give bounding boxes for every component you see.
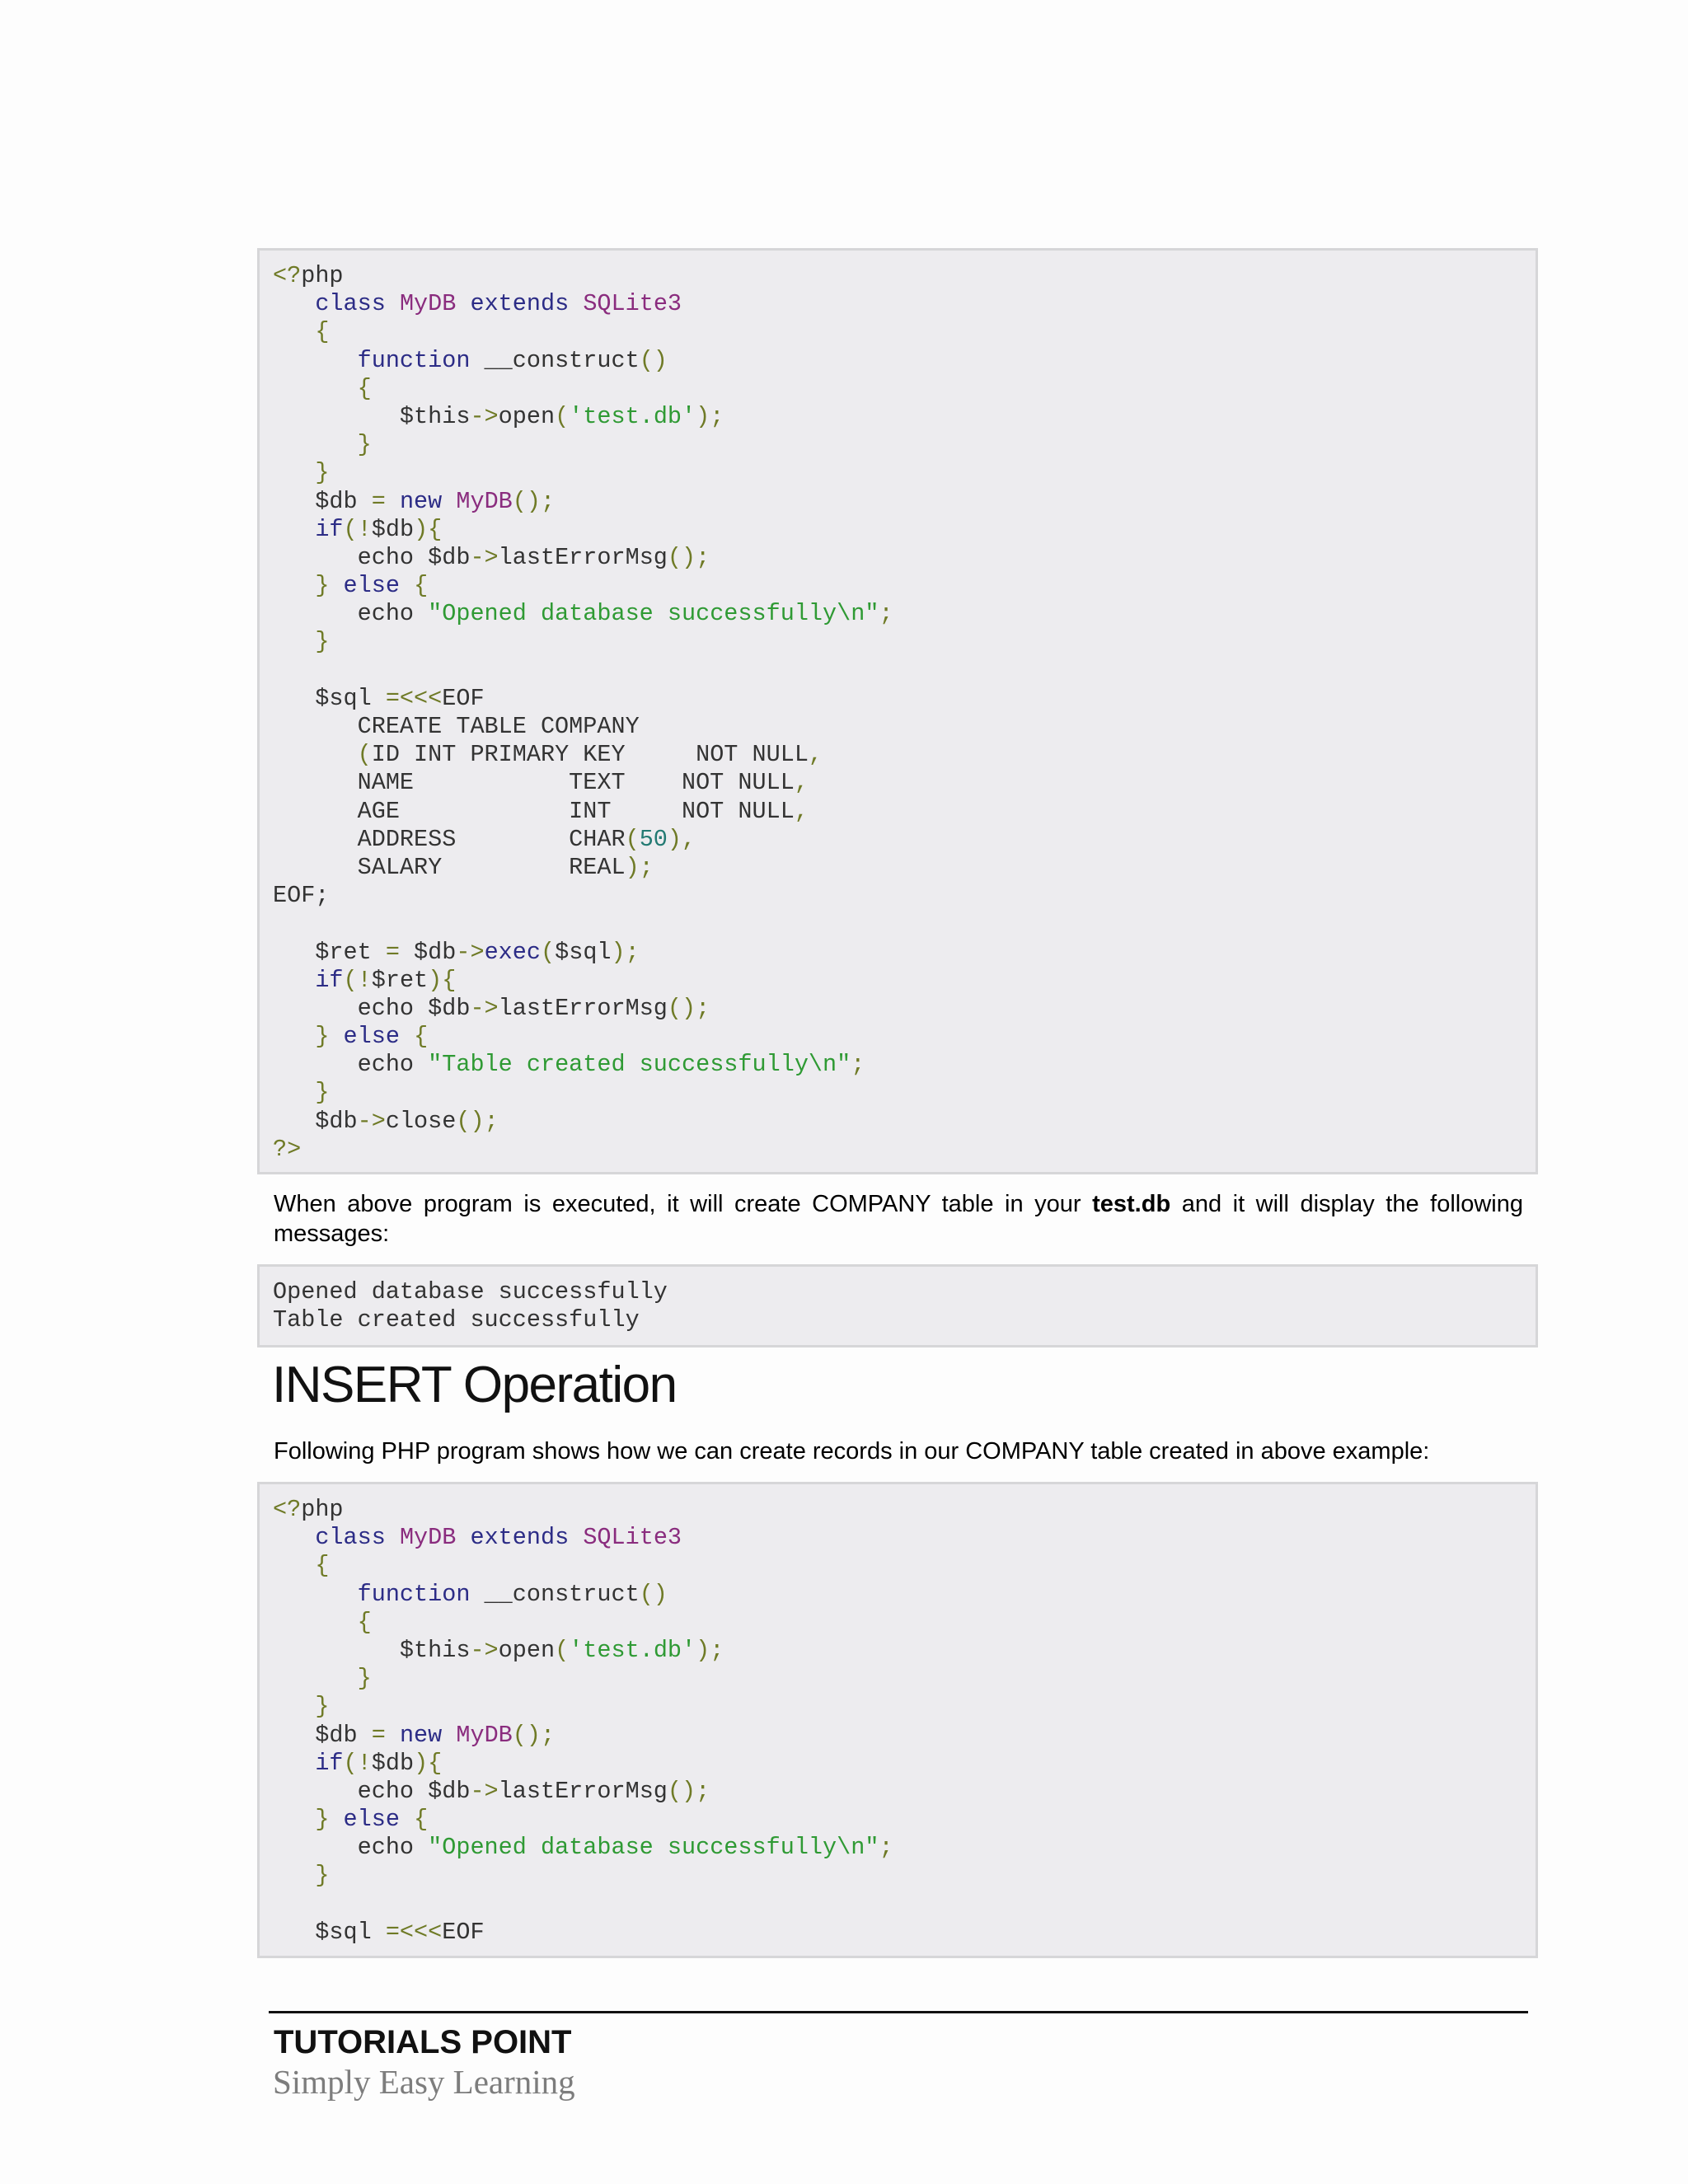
code-token: else	[343, 572, 400, 600]
code-token: lastErrorMsg	[498, 543, 668, 571]
code-token: close	[385, 1107, 457, 1135]
code-token: EOF	[442, 684, 485, 712]
code-line	[273, 516, 1536, 544]
code-token	[400, 572, 414, 599]
code-token: SQLite3	[583, 290, 682, 318]
code-token: ,	[794, 797, 809, 825]
code-block-insert	[257, 1482, 1538, 1958]
code-token	[273, 741, 358, 768]
code-token: open	[498, 1636, 556, 1664]
code-token: MyDB	[399, 1524, 457, 1552]
code-token: (	[555, 402, 570, 430]
paragraph-insert-intro: Following PHP program shows how we can create records in our COMPANY table created in above example:	[274, 1438, 1430, 1465]
code-line	[273, 1750, 1536, 1778]
code-token	[386, 1722, 400, 1749]
code-token: }	[315, 572, 330, 600]
code-token	[329, 572, 343, 599]
code-token: }	[315, 1806, 330, 1834]
code-token	[273, 1552, 315, 1579]
code-token: echo $db	[273, 543, 471, 571]
code-token: ){	[414, 1749, 443, 1777]
code-line	[273, 1136, 1536, 1164]
code-token: {	[414, 1806, 429, 1834]
code-token: =	[385, 938, 400, 966]
code-token: EOF;	[273, 882, 330, 910]
output-block	[257, 1264, 1538, 1347]
code-token: ();	[667, 994, 710, 1022]
code-token: "Table created successfully\n"	[428, 1051, 851, 1079]
code-token: (	[357, 741, 372, 769]
code-token: lastErrorMsg	[498, 1777, 668, 1805]
code-token: $db	[371, 515, 415, 543]
code-line	[273, 488, 1536, 516]
code-line	[273, 600, 1536, 628]
code-token	[273, 1862, 315, 1889]
footer-divider	[269, 2011, 1528, 2013]
code-line	[273, 262, 1536, 290]
code-line	[273, 1693, 1536, 1721]
code-line	[273, 713, 1536, 741]
code-token: $db	[273, 1107, 358, 1135]
code-token	[273, 1079, 315, 1106]
code-token	[569, 290, 583, 317]
code-token: $this	[273, 402, 471, 430]
code-token: $sql	[555, 938, 612, 966]
code-token	[273, 1750, 315, 1777]
code-token: ;	[851, 1051, 865, 1079]
code-token: ADDRESS CHAR	[273, 825, 626, 853]
code-token: 'test.db'	[569, 402, 696, 430]
code-line	[273, 1524, 1536, 1552]
code-token: }	[315, 628, 330, 656]
code-token	[400, 1023, 414, 1050]
code-token	[569, 1524, 583, 1551]
code-line	[273, 1862, 1536, 1890]
code-line	[273, 572, 1536, 600]
code-token: if	[315, 1749, 344, 1777]
code-token: ->	[470, 543, 499, 571]
code-line	[273, 1023, 1536, 1051]
code-token: echo	[273, 1834, 429, 1862]
code-token: <?	[273, 262, 302, 289]
code-token: ();	[667, 1777, 710, 1805]
code-line	[273, 1722, 1536, 1750]
code-token: 'test.db'	[569, 1636, 696, 1664]
code-token: );	[696, 1636, 724, 1664]
code-token: =	[371, 1721, 386, 1749]
code-block-create-table	[257, 248, 1538, 1174]
code-token: ){	[414, 515, 443, 543]
code-line	[273, 403, 1536, 431]
code-token	[273, 431, 358, 458]
code-token	[273, 1806, 315, 1833]
code-token: MyDB	[456, 487, 513, 515]
code-line	[273, 1806, 1536, 1834]
code-line	[273, 290, 1536, 318]
code-line	[273, 995, 1536, 1023]
code-token	[442, 1722, 456, 1749]
code-line	[273, 347, 1536, 375]
code-token: ?>	[273, 1135, 302, 1163]
code-token: $ret	[371, 966, 429, 994]
code-line	[273, 1108, 1536, 1136]
code-token	[273, 459, 315, 486]
code-token	[273, 1581, 358, 1608]
code-token: (	[541, 938, 556, 966]
code-token: (!	[343, 515, 372, 543]
code-line	[273, 1834, 1536, 1862]
code-token: extends	[470, 1524, 570, 1552]
code-token: ();	[456, 1107, 499, 1135]
code-token: lastErrorMsg	[498, 994, 668, 1022]
code-token: }	[357, 431, 372, 459]
code-token: ){	[428, 966, 457, 994]
code-token: "Opened database successfully\n"	[428, 600, 879, 628]
code-line	[273, 375, 1536, 403]
code-token: MyDB	[456, 1721, 513, 1749]
code-line	[273, 741, 1536, 769]
code-token: $db	[371, 1749, 415, 1777]
code-token: else	[343, 1023, 400, 1051]
code-token: if	[315, 966, 344, 994]
code-line	[273, 854, 1536, 882]
code-line	[273, 1581, 1536, 1609]
code-token: extends	[470, 290, 570, 318]
code-token: ->	[456, 938, 485, 966]
code-token: }	[315, 459, 330, 487]
code-token: __construct	[470, 346, 640, 374]
code-token	[273, 1665, 358, 1692]
code-token	[442, 488, 456, 515]
code-line	[273, 318, 1536, 346]
code-token	[273, 1693, 315, 1720]
code-token: (	[625, 825, 640, 853]
code-token: function	[357, 1580, 471, 1608]
code-token	[273, 318, 315, 345]
code-token	[273, 347, 358, 374]
paragraph-text-after: and it will display the following messages:	[274, 1191, 1523, 1247]
code-token: {	[357, 374, 372, 402]
db-filename: test.db	[1092, 1191, 1171, 1217]
code-line	[273, 967, 1536, 995]
code-token: $ret	[273, 938, 386, 966]
code-token: $db	[273, 1721, 372, 1749]
code-token	[273, 1023, 315, 1050]
code-token	[386, 290, 400, 317]
code-line	[273, 1637, 1536, 1665]
code-line	[273, 939, 1536, 967]
code-token: "Opened database successfully\n"	[428, 1834, 879, 1862]
code-token: if	[315, 515, 344, 543]
code-line	[273, 1665, 1536, 1693]
code-token: $sql	[273, 684, 386, 712]
code-token	[329, 1023, 343, 1050]
code-line	[273, 1891, 1536, 1919]
code-token	[273, 967, 315, 994]
code-token: php	[301, 1496, 344, 1523]
code-line	[273, 431, 1536, 459]
code-token	[273, 572, 315, 599]
code-token: {	[414, 1023, 429, 1051]
code-token: echo	[273, 1051, 429, 1079]
code-line	[273, 1079, 1536, 1107]
code-token: ,	[794, 769, 809, 797]
code-token	[386, 1524, 400, 1551]
code-token: <?	[273, 1496, 302, 1523]
code-token: $sql	[273, 1918, 386, 1946]
code-token: {	[315, 1552, 330, 1580]
code-line	[273, 657, 1536, 685]
code-token: 50	[639, 825, 668, 853]
code-token	[273, 516, 315, 543]
code-line	[273, 798, 1536, 826]
code-token	[273, 290, 315, 317]
code-line	[273, 1919, 1536, 1947]
code-token: echo $db	[273, 994, 471, 1022]
code-token: }	[357, 1665, 372, 1693]
code-token: {	[357, 1608, 372, 1636]
code-token: __construct	[470, 1580, 640, 1608]
code-token: else	[343, 1806, 400, 1834]
code-token	[386, 488, 400, 515]
code-token: }	[315, 1693, 330, 1721]
code-token: SQLite3	[583, 1524, 682, 1552]
code-line	[273, 1609, 1536, 1637]
code-line	[273, 1306, 1536, 1334]
code-line	[273, 910, 1536, 938]
code-line	[273, 459, 1536, 487]
code-token: }	[315, 1079, 330, 1107]
code-token: ->	[470, 994, 499, 1022]
code-token	[273, 628, 315, 655]
code-token: ()	[639, 346, 668, 374]
code-token: ->	[470, 1777, 499, 1805]
code-token: (!	[343, 1749, 372, 1777]
code-token: ;	[879, 1834, 893, 1862]
code-token: SALARY REAL	[273, 853, 626, 881]
code-token	[329, 1806, 343, 1833]
paragraph-text-before: When above program is executed, it will create COMPANY table in your	[274, 1191, 1093, 1217]
code-token: echo	[273, 600, 429, 628]
code-line	[273, 628, 1536, 656]
code-token: ()	[639, 1580, 668, 1608]
code-token: {	[315, 318, 330, 346]
footer-brand: TUTORIALS POINT	[274, 2024, 572, 2060]
code-token: EOF	[442, 1918, 485, 1946]
code-token: $this	[273, 1636, 471, 1664]
code-token: ,	[808, 741, 823, 769]
code-token: echo $db	[273, 1777, 471, 1805]
code-token: class	[315, 290, 386, 318]
code-line	[273, 882, 1536, 910]
code-token: CREATE TABLE COMPANY	[273, 713, 640, 740]
paragraph-execution-result	[274, 1189, 1523, 1249]
code-token: ->	[470, 1636, 499, 1664]
code-token: ),	[667, 825, 696, 853]
code-token: Table created successfully	[273, 1306, 640, 1334]
code-token: =	[371, 487, 386, 515]
code-token: php	[301, 262, 344, 289]
code-line	[273, 685, 1536, 713]
code-token: AGE INT NOT NULL	[273, 797, 795, 825]
code-line	[273, 1778, 1536, 1806]
code-token: {	[414, 572, 429, 600]
code-line	[273, 1278, 1536, 1306]
code-token: }	[315, 1023, 330, 1051]
footer-tagline: Simply Easy Learning	[273, 2063, 575, 2101]
code-token: (!	[343, 966, 372, 994]
code-line	[273, 1496, 1536, 1524]
code-token	[456, 1524, 470, 1551]
code-token: );	[625, 853, 654, 881]
code-line	[273, 826, 1536, 854]
code-token: }	[315, 1862, 330, 1890]
code-token: new	[399, 1721, 443, 1749]
code-token: open	[498, 402, 556, 430]
code-token: MyDB	[399, 290, 457, 318]
code-line	[273, 1552, 1536, 1580]
code-token: =<<<	[385, 1918, 443, 1946]
code-token: ->	[357, 1107, 386, 1135]
code-token: =<<<	[385, 684, 443, 712]
code-token	[273, 375, 358, 402]
code-token: ();	[667, 543, 710, 571]
code-token: $db	[399, 938, 457, 966]
code-token: class	[315, 1524, 386, 1552]
code-token	[400, 1806, 414, 1833]
code-line	[273, 1051, 1536, 1079]
code-token: );	[611, 938, 640, 966]
code-token: Opened database successfully	[273, 1278, 668, 1305]
code-token: ();	[512, 487, 556, 515]
code-token: ();	[512, 1721, 556, 1749]
section-heading: INSERT Operation	[272, 1357, 677, 1413]
code-token: exec	[484, 938, 541, 966]
code-token: (	[555, 1636, 570, 1664]
code-token	[273, 1609, 358, 1636]
code-token: $db	[273, 487, 372, 515]
code-token: ID INT PRIMARY KEY NOT NULL	[371, 741, 809, 769]
code-token: function	[357, 346, 471, 374]
code-token: );	[696, 402, 724, 430]
code-line	[273, 769, 1536, 797]
code-token	[456, 290, 470, 317]
code-token: ->	[470, 402, 499, 430]
code-token: NAME TEXT NOT NULL	[273, 769, 795, 797]
code-line	[273, 544, 1536, 572]
code-token: ;	[879, 600, 893, 628]
code-token	[273, 1524, 315, 1551]
code-token: new	[399, 487, 443, 515]
